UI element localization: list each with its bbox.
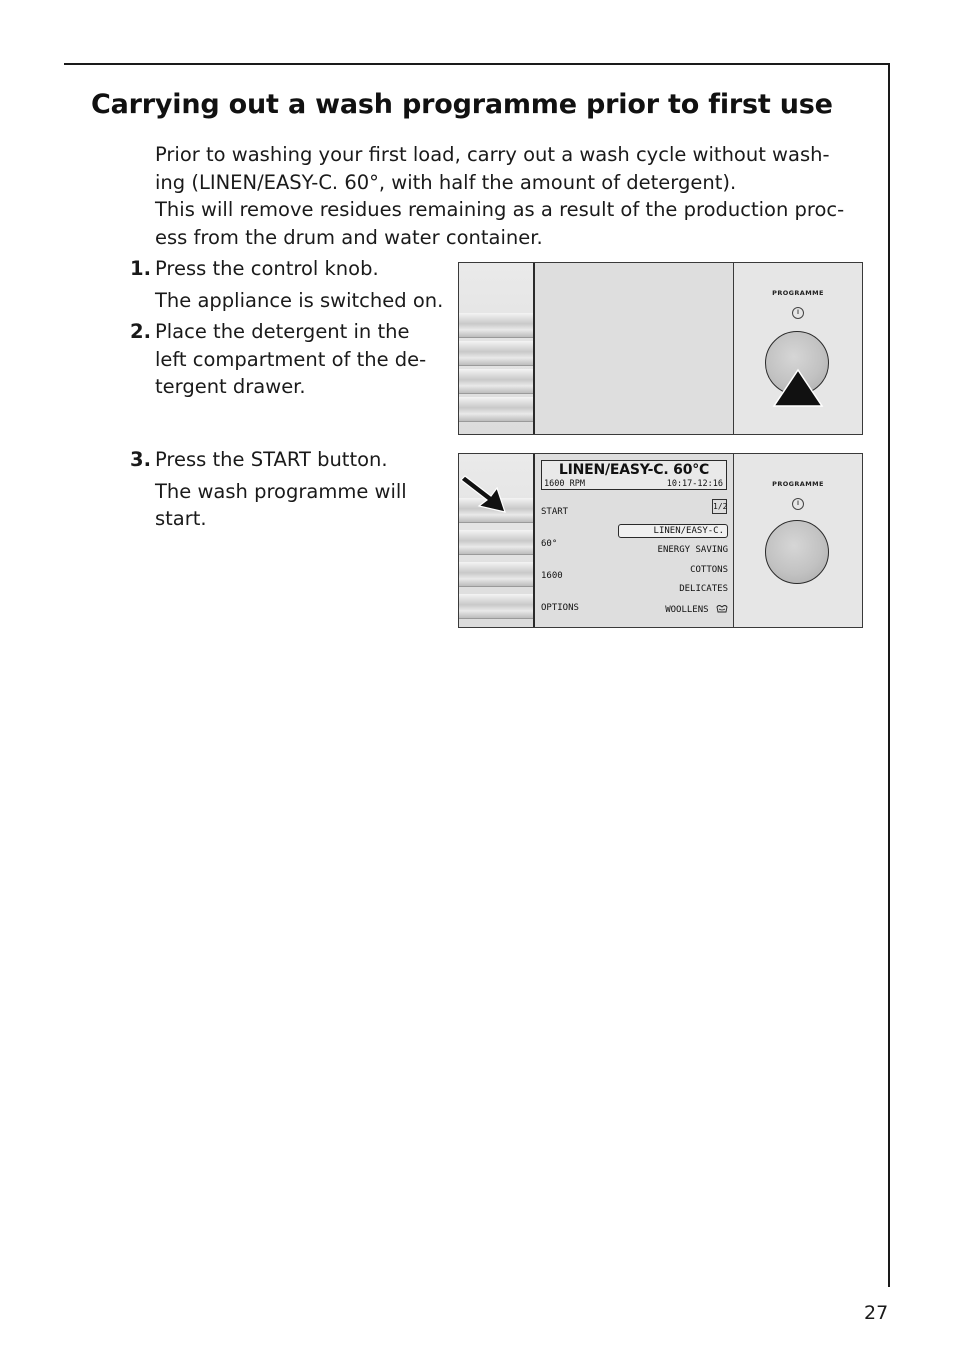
arrow-up-icon	[772, 368, 824, 408]
detergent-drawer	[459, 454, 535, 627]
step-number: 1.	[130, 257, 151, 280]
wool-icon	[716, 603, 728, 613]
lcd-programme-item[interactable]: DELICATES	[679, 584, 728, 594]
control-panel-figure-2	[458, 453, 863, 628]
lcd-display-area	[535, 454, 734, 627]
display-area-blank	[535, 263, 734, 434]
drawer-ridge	[459, 341, 533, 366]
lcd-display	[535, 454, 734, 627]
step-instruction: tergent drawer.	[155, 375, 306, 398]
step-instruction: Place the detergent in the	[155, 320, 410, 343]
step-result: start.	[155, 507, 207, 530]
lcd-programme-title: LINEN/EASY-C. 60°C	[558, 462, 710, 478]
lcd-options-button[interactable]: OPTIONS	[541, 603, 579, 613]
page-number: 27	[864, 1302, 889, 1324]
lcd-header	[541, 460, 727, 490]
control-panel-figure-1	[458, 262, 863, 435]
drawer-ridge	[459, 313, 533, 338]
lcd-spin-button[interactable]: 1600	[541, 571, 563, 581]
step-number: 3.	[130, 448, 151, 471]
side-rule	[888, 63, 890, 1287]
detergent-drawer	[459, 263, 535, 434]
lcd-programme-woollens[interactable]	[665, 603, 728, 615]
drawer-ridge	[459, 530, 533, 555]
drawer-ridge	[459, 562, 533, 587]
step-instruction: left compartment of the de-	[155, 347, 427, 371]
lcd-selected-programme: LINEN/EASY-C.	[618, 524, 728, 538]
step-number: 2.	[130, 320, 151, 343]
programme-knob[interactable]	[765, 520, 829, 584]
lcd-spin-speed: 1600 RPM	[544, 479, 585, 489]
lcd-start-button[interactable]: START	[541, 507, 569, 517]
power-icon	[791, 497, 805, 511]
drawer-ridge	[459, 397, 533, 422]
step-1	[130, 255, 455, 314]
intro-paragraph	[155, 141, 870, 251]
knob-area	[734, 454, 862, 627]
page-heading: Carrying out a wash programme prior to first use	[91, 89, 833, 120]
intro-line: ess from the drum and water container.	[155, 225, 543, 249]
programme-label: PROGRAMME	[772, 480, 824, 488]
step-result: The appliance is switched on.	[155, 288, 444, 312]
intro-line: This will remove residues remaining as a result of the production proc-	[155, 198, 845, 221]
step-instruction: Press the START button.	[155, 448, 388, 471]
lcd-time-range: 10:17-12:16	[666, 479, 723, 489]
power-icon	[791, 306, 805, 320]
step-3	[130, 446, 445, 533]
programme-label: PROGRAMME	[772, 289, 824, 297]
half-load-icon: 1/2	[712, 499, 727, 514]
lcd-temperature-button[interactable]: 60°	[541, 539, 558, 549]
drawer-ridge	[459, 369, 533, 394]
step-instruction: Press the control knob.	[155, 257, 379, 280]
top-rule	[64, 63, 890, 65]
lcd-programme-item[interactable]: COTTONS	[690, 565, 728, 575]
arrow-down-right-icon	[459, 470, 515, 516]
step-result: The wash programme will	[155, 479, 407, 503]
intro-line: ing (LINEN/EASY-C. 60°, with half the amount of detergent).	[155, 170, 737, 194]
step-2	[130, 318, 445, 401]
lcd-programme-item-label: WOOLLENS	[665, 605, 709, 615]
drawer-ridge	[459, 594, 533, 619]
knob-area	[734, 263, 862, 434]
intro-line: Prior to washing your first load, carry out a wash cycle without wash-	[155, 143, 830, 166]
lcd-programme-item[interactable]: ENERGY SAVING	[657, 545, 728, 555]
lcd-programme-selected[interactable]	[618, 524, 728, 538]
